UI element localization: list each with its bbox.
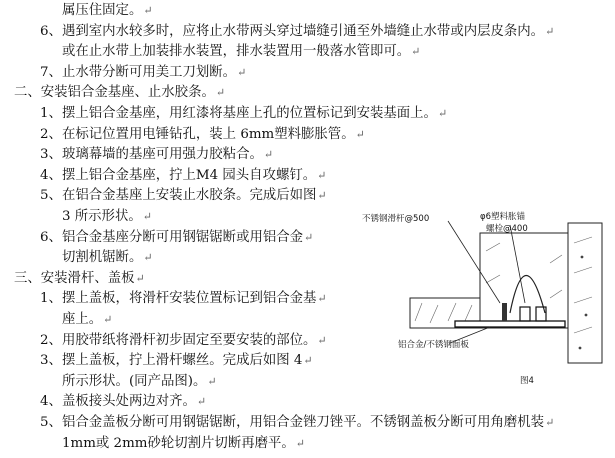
text-line bbox=[62, 249, 153, 267]
text-line bbox=[40, 332, 327, 350]
text-line bbox=[40, 23, 554, 41]
paragraph-mark-icon: ↵ bbox=[295, 436, 305, 450]
text-line bbox=[40, 105, 447, 123]
line-text: 摆上盖板，拧上滑杆螺丝。完成后如图 4 bbox=[62, 353, 303, 369]
inner-wall bbox=[480, 233, 568, 328]
paragraph-mark-icon: ↵ bbox=[207, 374, 217, 388]
list-number: 2、 bbox=[40, 126, 62, 142]
line-text: 在标记位置用电锤钻孔，装上 6mm塑料膨胀管。 bbox=[62, 126, 355, 142]
list-number: 1、 bbox=[40, 106, 62, 121]
text-line bbox=[40, 146, 273, 164]
paragraph-mark-icon: ↵ bbox=[143, 4, 153, 17]
line-text: 摆上盖板，将滑杆安装位置标记到铝合金基 bbox=[62, 291, 317, 307]
paragraph-mark-icon: ↵ bbox=[303, 354, 313, 368]
text-line bbox=[40, 393, 206, 411]
text-line bbox=[62, 311, 112, 329]
line-text: 座上。 bbox=[62, 312, 103, 327]
text-line bbox=[40, 352, 313, 370]
paragraph-mark-icon: ↵ bbox=[437, 107, 448, 120]
paragraph-mark-icon: ↵ bbox=[103, 313, 113, 326]
paragraph-mark-icon: ↵ bbox=[317, 292, 327, 306]
paragraph-mark-icon: ↵ bbox=[545, 416, 555, 429]
text-line bbox=[40, 126, 365, 144]
text-line bbox=[40, 187, 327, 205]
text-line bbox=[40, 64, 246, 82]
paragraph-mark-icon: ↵ bbox=[317, 189, 327, 203]
paragraph-mark-icon: ↵ bbox=[215, 86, 226, 100]
line-text: 1mm或 2mm砂轮切割片切断再磨平。 bbox=[62, 435, 295, 451]
line-text: 止水带分断可用美工刀划断。 bbox=[62, 64, 237, 80]
paragraph-mark-icon: ↵ bbox=[304, 230, 314, 244]
list-number: 5、 bbox=[40, 188, 62, 204]
text-line bbox=[62, 208, 152, 226]
label-bolt-2: 螺栓@400 bbox=[486, 224, 528, 234]
line-text: 所示形状。(同产品图)。 bbox=[62, 373, 207, 389]
text-line bbox=[40, 290, 327, 308]
text-line bbox=[62, 43, 420, 61]
list-number: 4、 bbox=[40, 167, 62, 183]
list-number: 5、 bbox=[40, 415, 62, 430]
line-text: 盖板接头处两边对齐。 bbox=[62, 394, 196, 410]
list-number: 4、 bbox=[40, 394, 62, 410]
section-heading: 二、安装铝合金基座、止水胶条。 bbox=[14, 85, 215, 101]
list-number: 1、 bbox=[40, 291, 62, 307]
paragraph-mark-icon: ↵ bbox=[317, 168, 327, 182]
line-text: 摆上铝合金基座，用红漆将基座上孔的位置标记到安装基面上。 bbox=[62, 106, 437, 121]
text-line bbox=[62, 435, 305, 453]
list-number: 6、 bbox=[40, 229, 62, 245]
label-rod: 不锈钢滑杆@500 bbox=[362, 214, 430, 224]
paragraph-mark-icon: ↵ bbox=[135, 271, 145, 285]
paragraph-mark-icon: ↵ bbox=[237, 65, 247, 79]
text-line bbox=[14, 84, 225, 102]
line-text: 遇到室内水较多时，应将止水带两头穿过墙缝引通至外墙缝止水带或内层皮条内。 bbox=[62, 23, 545, 39]
paragraph-mark-icon: ↵ bbox=[263, 148, 274, 162]
right-wall bbox=[568, 223, 602, 363]
paragraph-mark-icon: ↵ bbox=[142, 210, 152, 223]
text-line bbox=[40, 414, 554, 432]
paragraph-mark-icon: ↵ bbox=[196, 395, 207, 409]
line-text: 摆上铝合金基座，拧上M4 园头自攻螺钉。 bbox=[62, 167, 317, 183]
section-heading: 三、安装滑杆、盖板 bbox=[14, 270, 135, 286]
line-text: 铝合金基座分断可用钢锯锯断或用铝合金 bbox=[62, 229, 304, 245]
figure-4-diagram bbox=[360, 203, 610, 393]
paragraph-mark-icon: ↵ bbox=[317, 333, 327, 347]
figure-caption: 图4 bbox=[520, 376, 534, 386]
line-text: 用胶带纸将滑杆初步固定至要安装的部位。 bbox=[62, 332, 317, 348]
label-bolt-1: φ6塑料胀锚 bbox=[480, 212, 526, 222]
label-base: 铝合金/不锈钢面板 bbox=[398, 340, 469, 350]
line-text: 玻璃幕墙的基座可用强力胶粘合。 bbox=[62, 147, 263, 163]
paragraph-mark-icon: ↵ bbox=[143, 251, 153, 265]
paragraph-mark-icon: ↵ bbox=[545, 24, 555, 38]
paragraph-mark-icon: ↵ bbox=[355, 127, 365, 141]
line-text: 3 所示形状。 bbox=[62, 209, 142, 224]
line-text: 铝合金盖板分断可用钢锯锯断，用铝合金锉刀锉平。不锈钢盖板分断可用角磨机装 bbox=[62, 415, 545, 430]
line-text: 在铝合金基座上安装止水胶条。完成后如图 bbox=[62, 188, 317, 204]
line-text: 属压住固定。 bbox=[62, 3, 143, 18]
list-number: 6、 bbox=[40, 23, 62, 39]
text-line bbox=[14, 270, 145, 288]
list-number: 3、 bbox=[40, 353, 62, 369]
paragraph-mark-icon: ↵ bbox=[411, 45, 421, 59]
line-text: 或在止水带上加装排水装置，排水装置用一般落水管即可。 bbox=[62, 44, 411, 60]
list-number: 2、 bbox=[40, 332, 62, 348]
text-line bbox=[62, 373, 217, 391]
list-number: 7、 bbox=[40, 64, 62, 80]
text-line bbox=[62, 2, 153, 20]
list-number: 3、 bbox=[40, 147, 62, 163]
text-line bbox=[40, 229, 313, 247]
text-line bbox=[40, 167, 326, 185]
line-text: 切割机锯断。 bbox=[62, 250, 143, 266]
